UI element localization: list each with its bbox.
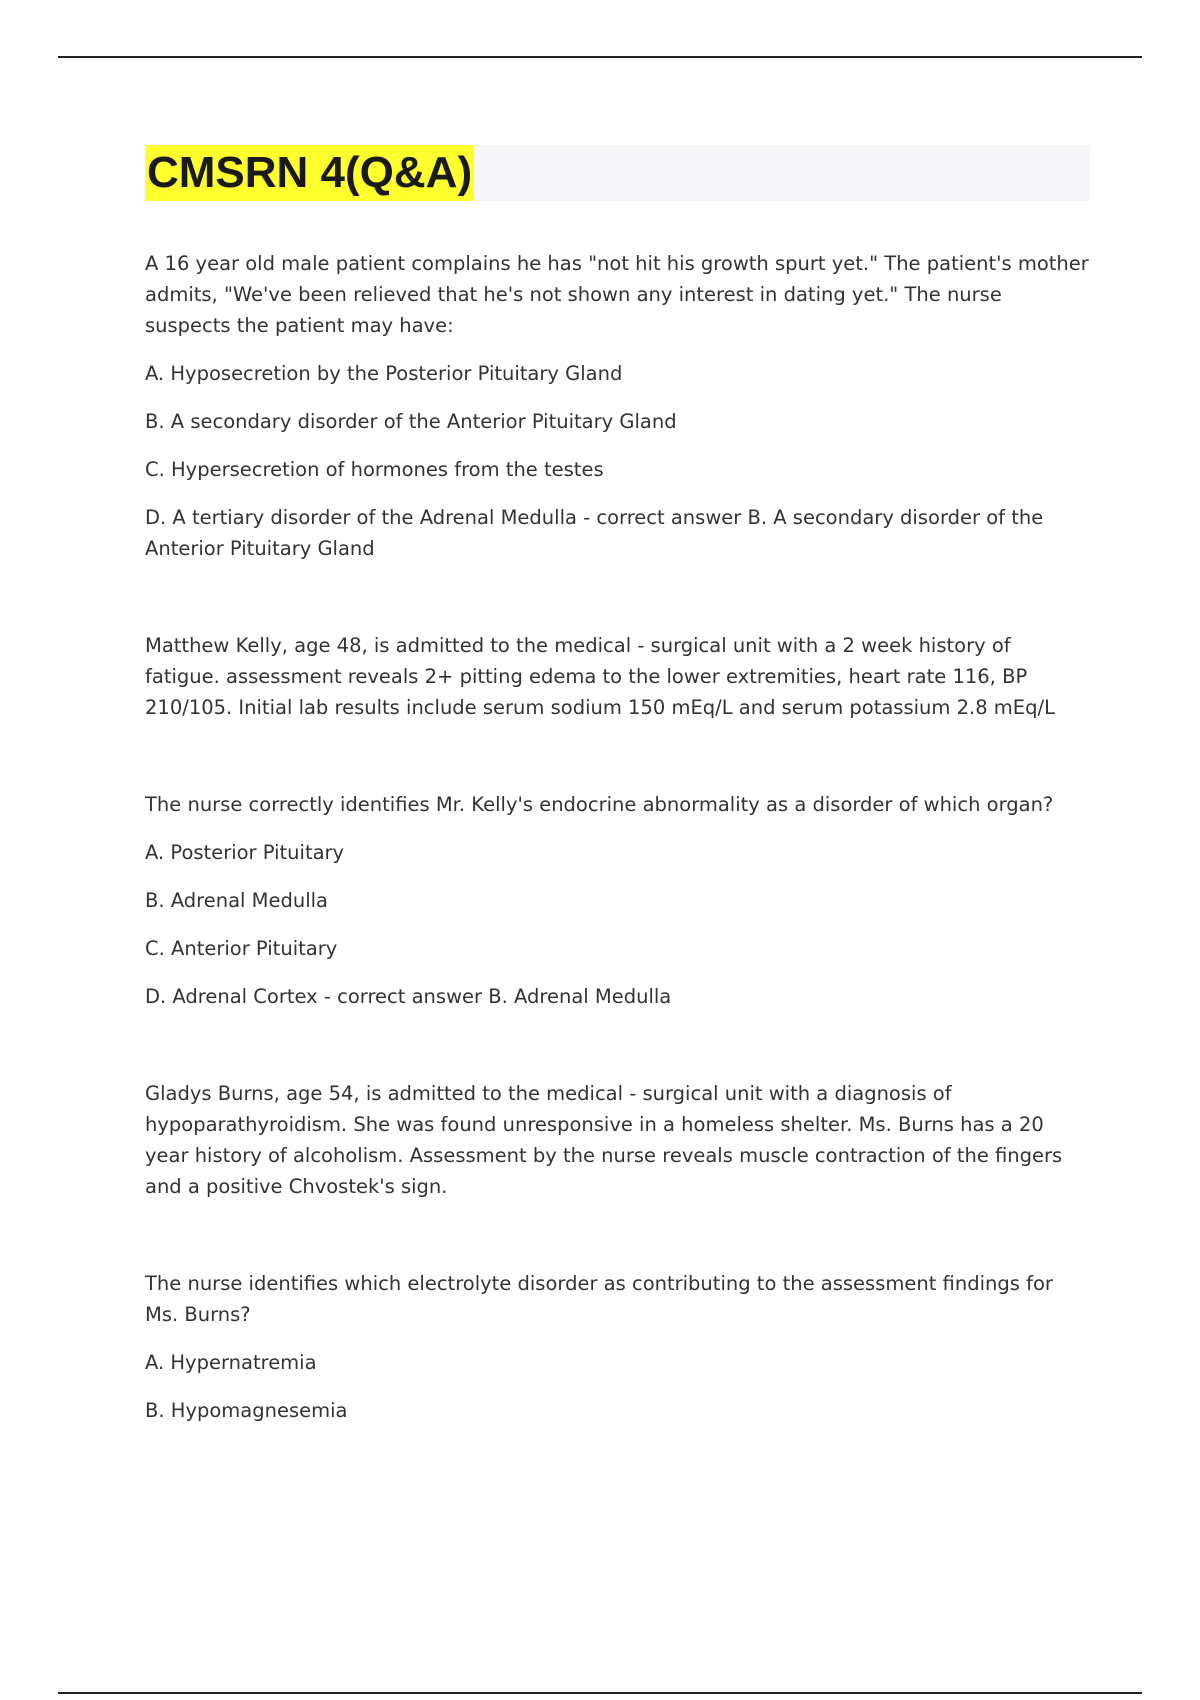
question-2-option-b: B. Adrenal Medulla — [145, 889, 329, 912]
question-1-option-a: A. Hyposecretion by the Posterior Pituitary Gland — [145, 362, 623, 385]
question-1-option-c: C. Hypersecretion of hormones from the testes — [145, 458, 604, 481]
title-band — [145, 145, 1090, 201]
question-3-option-b: B. Hypomagnesemia — [145, 1399, 348, 1422]
question-3-option-a: A. Hypernatremia — [145, 1351, 317, 1374]
question-2-option-a: A. Posterior Pituitary — [145, 841, 345, 864]
question-3-stem: The nurse identifies which electrolyte disorder as contributing to the assessment findings for Ms. Burns? — [145, 1272, 1053, 1326]
document-body — [145, 145, 1090, 1426]
question-1-stem: A 16 year old male patient complains he has "not hit his growth spurt yet." The patient's mother admits, "We've been relieved that he's not shown any interest in dating yet." The nurse suspects the patient may have: — [145, 252, 1089, 337]
question-2-case: Matthew Kelly, age 48, is admitted to the medical - surgical unit with a 2 week history of fatigue. assessment reveals 2+ pitting edema to the lower extremities, heart rate 116, BP 210/105. Initial lab results include serum sodium 150 mEq/L and serum potassium 2.8 mEq/L — [145, 634, 1055, 719]
question-3-case: Gladys Burns, age 54, is admitted to the medical - surgical unit with a diagnosis of hypoparathyroidism. She was found unresponsive in a homeless shelter. Ms. Burns has a 20 year history of alcoholism. Assessment by the nurse reveals muscle contraction of the fingers and a positive Chvostek's sign. — [145, 1082, 1063, 1198]
header-rule — [58, 56, 1142, 58]
question-1-option-d: D. A tertiary disorder of the Adrenal Medulla - correct answer B. A secondary disorder of the Anterior Pituitary Gland — [145, 506, 1044, 560]
question-2-option-d: D. Adrenal Cortex - correct answer B. Adrenal Medulla — [145, 985, 672, 1008]
question-2-stem: The nurse correctly identifies Mr. Kelly's endocrine abnormality as a disorder of which organ? — [145, 793, 1054, 816]
question-2-option-c: C. Anterior Pituitary — [145, 937, 338, 960]
document-title: CMSRN 4(Q&A) — [145, 145, 474, 201]
footer-rule — [58, 1692, 1142, 1694]
question-1-option-b: B. A secondary disorder of the Anterior Pituitary Gland — [145, 410, 677, 433]
